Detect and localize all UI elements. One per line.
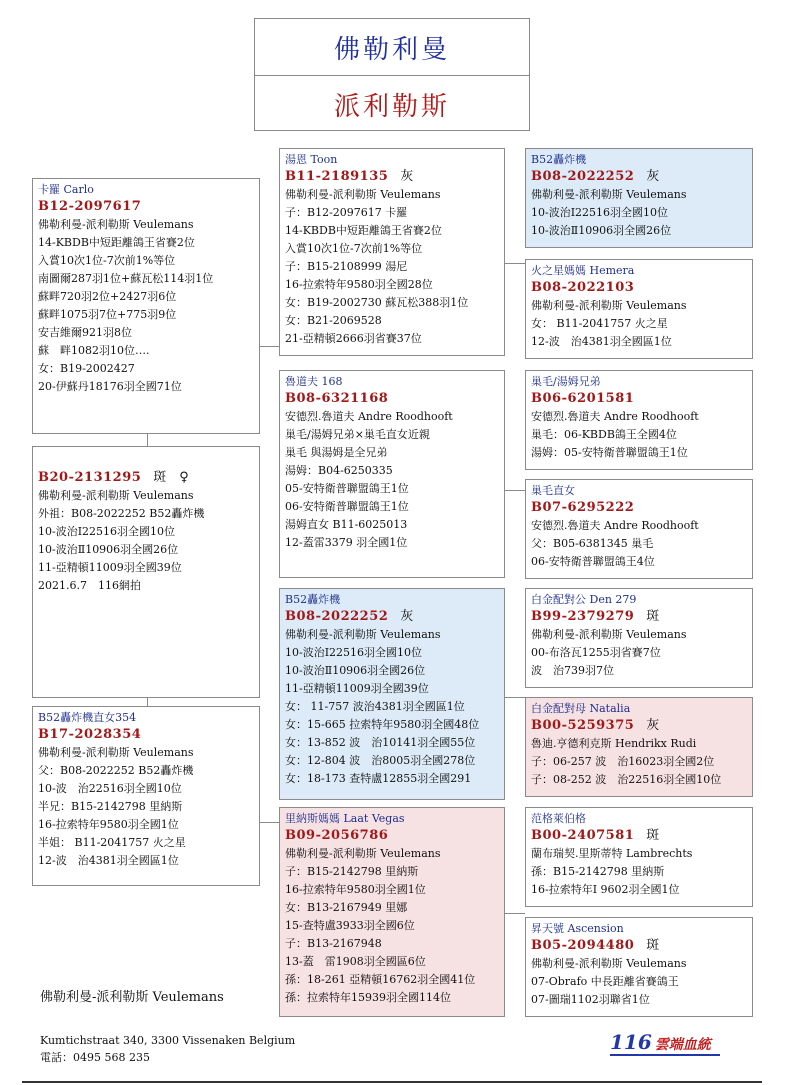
pigeon-ring: B06-6201581 xyxy=(531,391,635,406)
info-line: 10-波治Ⅱ10906羽全國26位 xyxy=(531,224,672,237)
pigeon-name: 火之星媽媽 Hemera xyxy=(531,264,635,277)
info-line: 父：B05-6381345 巢毛 xyxy=(531,537,654,550)
info-line: 佛勒利曼-派利勒斯 Veulemans xyxy=(285,188,441,201)
gg-box xyxy=(525,917,753,1017)
info-line: 12-波 治4381羽全國區1位 xyxy=(531,335,672,348)
info-line: 12-波 治4381羽全國區1位 xyxy=(38,854,179,867)
pigeon-ring: B20-2131295 xyxy=(38,470,142,485)
pigeon-color: 灰 xyxy=(646,169,660,184)
pigeon-color: 灰 xyxy=(400,169,414,184)
info-line: 安吉維爾921羽8位 xyxy=(38,326,132,339)
info-line: 佛勒利曼-派利勒斯 Veulemans xyxy=(531,628,687,641)
pigeon-ring: B00-5259375 xyxy=(531,718,635,733)
info-line: 女：15-665 拉索特年9580羽全國48位 xyxy=(285,718,480,731)
gg-box xyxy=(525,479,753,579)
info-line: 巢毛 與湯姆是全兄弟 xyxy=(285,446,388,459)
logo-text: 雲端血統 xyxy=(654,1037,711,1053)
info-line: 15-查特盧3933羽全國6位 xyxy=(285,919,415,932)
info-line: 佛勒利曼-派利勒斯 Veulemans xyxy=(285,847,441,860)
subject-lines xyxy=(38,216,254,396)
breeder-name: 佛勒利曼-派利勒斯 Veulemans xyxy=(40,990,224,1005)
info-line: 入賞10次1位-7次前1%等位 xyxy=(285,242,423,255)
info-line: 16-拉索特年I 9602羽全國1位 xyxy=(531,883,680,896)
info-line: 06-安特衛普聯盟鴿王1位 xyxy=(285,500,409,513)
info-line: 11-亞精頓11009羽全國39位 xyxy=(285,682,429,695)
subject-ring: B12-2097617 xyxy=(38,199,142,214)
info-line: 巢毛：06-KBDB鴿王全國4位 xyxy=(531,428,677,441)
info-line: 07-圖瑞1102羽聯省1位 xyxy=(531,993,650,1006)
info-line: 孫：拉索特年15939羽全國114位 xyxy=(285,991,451,1004)
info-line: 魯迪.亨德利克斯 Hendrikx Rudi xyxy=(531,737,697,750)
pigeon-color: 斑 xyxy=(646,828,660,843)
info-line: 孫：18-261 亞精頓16762羽全國41位 xyxy=(285,973,476,986)
pigeon-ring: B08-2022252 xyxy=(285,609,389,624)
info-line: 2021.6.7 116網拍 xyxy=(38,579,141,592)
gg-box xyxy=(525,807,753,907)
connector xyxy=(259,346,280,347)
pigeon-name: 巢毛直女 xyxy=(531,484,575,497)
info-line: 10-波治Ⅰ22516羽全國10位 xyxy=(38,525,176,538)
info-line: 女：18-173 查特盧12855羽全國291 xyxy=(285,772,472,785)
info-line: 16-拉索特年9580羽全國1位 xyxy=(38,818,179,831)
phone: 電話：0495 568 235 xyxy=(40,1051,150,1064)
sire2-box xyxy=(279,588,505,800)
info-line: 蘇畔1075羽7位+775羽9位 xyxy=(38,308,177,321)
info-line: 佛勒利曼-派利勒斯 Veulemans xyxy=(38,489,194,502)
info-line: 女：B19-2002427 xyxy=(38,362,135,375)
pigeon-ring: B09-2056786 xyxy=(285,828,389,843)
info-line: 12-蓋雷3379 羽全國1位 xyxy=(285,536,408,549)
pigeon-ring: B11-2189135 xyxy=(285,169,389,184)
info-line: 女：12-804 波 治8005羽全國278位 xyxy=(285,754,476,767)
info-line: 半姐： B11-2041757 火之星 xyxy=(38,836,186,849)
pigeon-name: 里納斯媽媽 Laat Vegas xyxy=(285,812,405,825)
info-line: 父：B08-2022252 B52轟炸機 xyxy=(38,764,194,777)
connector xyxy=(504,263,525,264)
logo-number: 116 xyxy=(610,1030,652,1054)
info-line: 佛勒利曼-派利勒斯 Veulemans xyxy=(285,628,441,641)
gg-box xyxy=(525,370,753,470)
pigeon-box xyxy=(32,446,260,698)
info-line: 湯姆：B04-6250335 xyxy=(285,464,393,477)
info-line: 06-安特衛普聯盟鴿王4位 xyxy=(531,555,655,568)
pigeon-ring: B08-2022103 xyxy=(531,280,635,295)
info-line: 子：B13-2167948 xyxy=(285,937,382,950)
info-line: 半兄：B15-2142798 里納斯 xyxy=(38,800,183,813)
info-line: 外祖：B08-2022252 B52轟炸機 xyxy=(38,507,205,520)
info-line: 蘇 畔1082羽10位…. xyxy=(38,344,150,357)
info-line: 16-拉索特年9580羽全國1位 xyxy=(285,883,426,896)
info-line: 子：06-257 波 治16023羽全國2位 xyxy=(531,755,715,768)
info-line: 00-布洛瓦1255羽省賽7位 xyxy=(531,646,661,659)
info-line: 10-波治Ⅰ22516羽全國10位 xyxy=(285,646,423,659)
pigeon-ring: B05-2094480 xyxy=(531,938,635,953)
connector xyxy=(259,822,280,823)
connector xyxy=(147,433,148,447)
info-line: 21-亞精頓2666羽省賽37位 xyxy=(285,332,422,345)
info-line: 子：B15-2108999 湯尼 xyxy=(285,260,408,273)
dam2-box xyxy=(279,807,505,1017)
info-line: 07-Obrafo 中長距離省賽鴿王 xyxy=(531,975,679,988)
subject-box xyxy=(32,178,260,434)
info-line: 11-亞精頓11009羽全國39位 xyxy=(38,561,182,574)
info-line: 14-KBDB中短距離鴿王省賽2位 xyxy=(285,224,442,237)
connector xyxy=(504,697,525,698)
info-line: 05-安特衛普聯盟鴿王1位 xyxy=(285,482,409,495)
connector xyxy=(504,490,525,491)
pigeon-ring: B08-2022252 xyxy=(531,169,635,184)
info-line: 子：08-252 波 治22516羽全國10位 xyxy=(531,773,722,786)
logo-underline xyxy=(610,1054,720,1056)
pigeon-name: 湯恩 Toon xyxy=(285,153,338,166)
pigeon-ring: B99-2379279 xyxy=(531,609,635,624)
title-line2: 派利勒斯 xyxy=(333,91,450,122)
info-line: 10-波治Ⅰ22516羽全國10位 xyxy=(531,206,669,219)
pigeon-color: 斑 ♀ xyxy=(153,470,189,485)
info-line: 女：B21-2069528 xyxy=(285,314,382,327)
info-line: 女： B11-2041757 火之星 xyxy=(531,317,668,330)
info-line: 安德烈.魯道夫 Andre Roodhooft xyxy=(285,410,453,423)
sire-box xyxy=(279,148,505,356)
info-line: 蘇畔720羽2位+2427羽6位 xyxy=(38,290,177,303)
pigeon-ring: B00-2407581 xyxy=(531,828,635,843)
info-line: 入賞10次1位-7次前1%等位 xyxy=(38,254,176,267)
pigeon-color: 灰 xyxy=(646,718,660,733)
info-line: 佛勒利曼-派利勒斯 Veulemans xyxy=(531,299,687,312)
info-line: 安德烈.魯道夫 Andre Roodhooft xyxy=(531,519,699,532)
address: Kumtichstraat 340, 3300 Vissenaken Belgium xyxy=(40,1034,296,1047)
pigeon-ring: B17-2028354 xyxy=(38,727,142,742)
info-line: 蘭布瑞契.里斯蒂特 Lambrechts xyxy=(531,847,693,860)
pigeon-color: 斑 xyxy=(646,938,660,953)
pigeon-name: 魯道夫 168 xyxy=(285,375,343,388)
info-line: 子：B15-2142798 里納斯 xyxy=(285,865,419,878)
gg-box xyxy=(525,259,753,359)
info-line: 波 治739羽7位 xyxy=(531,664,614,677)
info-line: 巢毛/湯姆兄弟×巢毛直女近親 xyxy=(285,428,430,441)
pigeon-name: B52轟炸機 xyxy=(285,593,341,606)
address-block xyxy=(40,1032,295,1066)
info-line: 14-KBDB中短距離鴿王省賽2位 xyxy=(38,236,195,249)
info-line: 佛勒利曼-派利勒斯 Veulemans xyxy=(531,188,687,201)
info-line: 13-蓋 雷1908羽全國區6位 xyxy=(285,955,426,968)
pigeon-ring: B07-6295222 xyxy=(531,500,635,515)
pigeon-name: 范格萊伯格 xyxy=(531,812,586,825)
pigeon-color: 斑 xyxy=(646,609,660,624)
info-line: 女：13-852 波 治10141羽全國55位 xyxy=(285,736,476,749)
info-line: 10-波治Ⅱ10906羽全國26位 xyxy=(38,543,179,556)
info-line: 女：B13-2167949 里娜 xyxy=(285,901,408,914)
pigeon-color: 灰 xyxy=(400,609,414,624)
pigeon-name: 白金配對公 Den 279 xyxy=(531,593,637,606)
info-line: 女：B19-2002730 蘇瓦松388羽1位 xyxy=(285,296,469,309)
pigeon-name: B52轟炸機直女354 xyxy=(38,711,137,724)
title-box xyxy=(254,18,530,131)
info-line: 佛勒利曼-派利勒斯 Veulemans xyxy=(38,746,194,759)
gg-box xyxy=(525,697,753,797)
info-line: 16-拉索特年9580羽全國28位 xyxy=(285,278,433,291)
info-line: 佛勒利曼-派利勒斯 Veulemans xyxy=(531,957,687,970)
pigeon-box xyxy=(32,706,260,886)
info-line: 孫：B15-2142798 里納斯 xyxy=(531,865,665,878)
gg-box xyxy=(525,588,753,688)
info-line: 20-伊蘇丹18176羽全國71位 xyxy=(38,380,182,393)
pigeon-name: 巢毛/湯姆兄弟 xyxy=(531,375,601,388)
pigeon-name: 昇天號 Ascension xyxy=(531,922,624,935)
brand-logo xyxy=(610,1030,711,1054)
title-line1: 佛勒利曼 xyxy=(255,19,529,76)
info-line: 女： 11-757 波治4381羽全國區1位 xyxy=(285,700,465,713)
dam-box xyxy=(279,370,505,578)
page-divider xyxy=(22,1081,762,1083)
gg-box xyxy=(525,148,753,248)
info-line: 南圖爾287羽1位+蘇瓦松114羽1位 xyxy=(38,272,214,285)
info-line: 安德烈.魯道夫 Andre Roodhooft xyxy=(531,410,699,423)
info-line: 湯姆：05-安特衛普聯盟鴿王1位 xyxy=(531,446,688,459)
info-line: 湯姆直女 B11-6025013 xyxy=(285,518,408,531)
pigeon-name: B52轟炸機 xyxy=(531,153,587,166)
connector xyxy=(504,913,525,914)
info-line: 佛勒利曼-派利勒斯 Veulemans xyxy=(38,218,194,231)
subject-name: 卡羅 Carlo xyxy=(38,183,94,196)
info-line: 10-波治Ⅱ10906羽全國26位 xyxy=(285,664,426,677)
pigeon-ring: B08-6321168 xyxy=(285,391,389,406)
info-line: 子：B12-2097617 卡羅 xyxy=(285,206,408,219)
info-line: 10-波 治22516羽全國10位 xyxy=(38,782,182,795)
pigeon-name: 白金配對母 Natalia xyxy=(531,702,631,715)
